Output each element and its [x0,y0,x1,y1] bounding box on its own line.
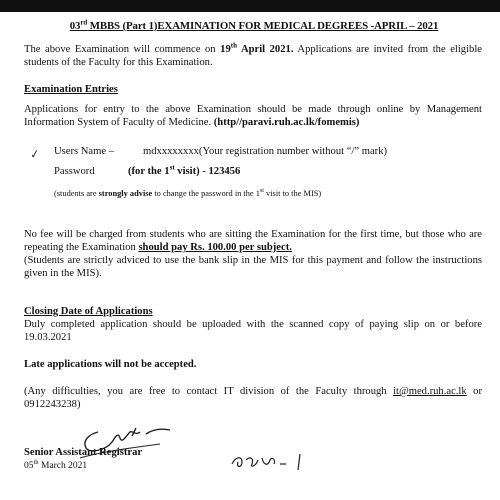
fees-text: No fee will be charged from students who are sitting the Examination for the first time, but those who are repeating the Examination [24,229,482,253]
late-notice: Late applications will not be accepted. [24,359,197,370]
exam-date-sup: th [230,41,237,50]
exam-date-day: 19 [220,44,231,55]
signature-date-sup: th [33,458,39,466]
contact-text: (Any difficulties, you are free to contact IT division of the Faculty through [24,386,394,397]
intro-text: The above Examination will commence on [24,44,221,55]
notice-title [24,20,484,33]
username-label: Users Name – [54,146,115,157]
note-post: visit to the MIS) [263,189,322,198]
bank-slip-note: (Students are strictly adviced to use the bank slip in the MIS for this payment and follow the instructions given in the MIS). [24,255,482,279]
fee-amount: should pay Rs. 100.00 per subject. [138,242,292,253]
contact-email-link[interactable]: it@med.ruh.ac.lk [393,386,467,397]
password-value-pre: (for the 1 [128,166,170,177]
password-value-post: visit) - 123456 [174,166,241,177]
password-note [54,187,321,200]
title-ordinal-sup: rd [80,18,88,27]
signature-date [24,460,87,473]
intro-paragraph [24,43,482,69]
title-text: MBBS (Part 1)EXAMINATION FOR MEDICAL DEGREES -APRIL – 2021 [87,20,439,32]
password-value [128,165,240,178]
contact-phone: or 0912243238) [24,386,482,410]
top-border [0,0,500,12]
note-sup: st [259,188,264,195]
mis-link[interactable]: (http//paravi.ruh.ac.lk/fomemis) [213,117,360,128]
exam-date [220,41,294,55]
fees-paragraph [24,228,482,254]
entries-text: Applications for entry to the above Examination should be made through online by Management Information System of Faculty of Medicine. [24,104,482,128]
note-mid: to change the password in the 1 [152,189,260,198]
intro-text-2: Applications are invited from the eligible students of the Faculty for this Examination. [24,44,482,68]
signatory-title: Senior Assistant Registrar [24,447,143,458]
password-label: Password [54,166,95,177]
entries-paragraph [24,103,482,129]
handwritten-initials-icon [228,452,308,474]
signature-date-rest: March 2021 [38,461,88,471]
password-value-sup: st [169,163,175,172]
note-pre: (students are [54,189,99,198]
handwritten-tick-icon: ✓ [28,146,42,162]
closing-heading: Closing Date of Applications [24,306,153,317]
note-bold: strongly advise [98,189,153,198]
exam-date-rest: April 2021. [236,44,294,55]
entries-heading: Examination Entries [24,84,118,95]
title-ordinal: 03 [69,20,81,32]
signature-date-day: 05 [24,461,34,471]
username-value: mdxxxxxxxx(Your registration number without “/” mark) [143,146,388,157]
closing-paragraph: Duly completed application should be uploaded with the scanned copy of paying slip on or before 19.03.2021 [24,319,482,343]
contact-paragraph [24,385,482,411]
